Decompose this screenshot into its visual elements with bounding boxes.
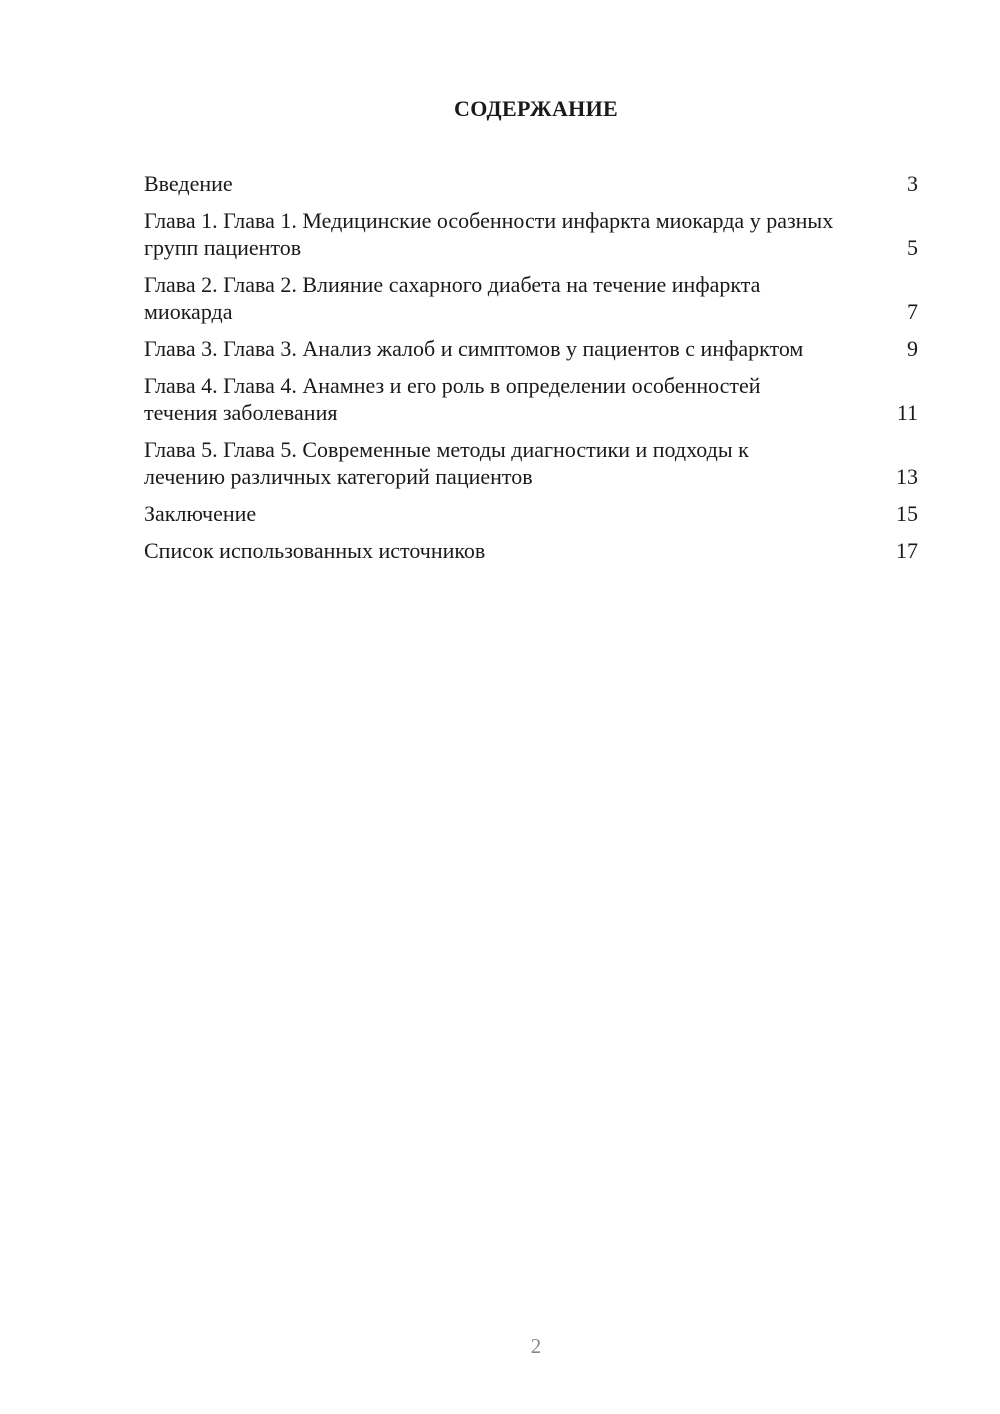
toc-entry-page: 13 bbox=[896, 464, 918, 489]
toc-entry-page: 11 bbox=[896, 400, 918, 425]
toc-entry-chapter-5[interactable] bbox=[144, 436, 918, 490]
toc-entry-chapter-3[interactable] bbox=[144, 335, 918, 362]
toc-entry-chapter-1[interactable] bbox=[144, 207, 918, 261]
toc-entry-title: Введение bbox=[144, 171, 233, 196]
toc-entry-page: 3 bbox=[907, 171, 918, 196]
toc-entry-page: 9 bbox=[907, 336, 918, 361]
toc-entry-title: Глава 5. Глава 5. Современные методы диагностики и подходы к лечению различных категорий пациентов bbox=[144, 437, 749, 489]
toc-entry-conclusion[interactable] bbox=[144, 500, 918, 527]
toc-entry-page: 7 bbox=[907, 299, 918, 324]
toc-entry-title: Глава 2. Глава 2. Влияние сахарного диабета на течение инфаркта миокарда bbox=[144, 272, 761, 324]
toc-entry-page: 5 bbox=[907, 235, 918, 260]
toc-entry-title: Глава 4. Глава 4. Анамнез и его роль в определении особенностей течения заболевания bbox=[144, 373, 761, 425]
toc-entry-title: Список использованных источников bbox=[144, 538, 486, 563]
toc-entry-chapter-2[interactable] bbox=[144, 271, 918, 325]
toc-entry-title: Глава 1. Глава 1. Медицинские особенности инфаркта миокарда у разных групп пациентов bbox=[144, 208, 834, 260]
toc-entry-title: Глава 3. Глава 3. Анализ жалоб и симптомов у пациентов с инфарктом bbox=[144, 336, 804, 361]
toc-entry-page: 17 bbox=[896, 538, 918, 563]
table-of-contents bbox=[144, 170, 918, 574]
toc-entry-page: 15 bbox=[896, 501, 918, 526]
toc-entry-introduction[interactable] bbox=[144, 170, 918, 197]
toc-entry-chapter-4[interactable] bbox=[144, 372, 918, 426]
page-title: СОДЕРЖАНИЕ bbox=[454, 96, 618, 121]
page-number: 2 bbox=[530, 1334, 542, 1358]
toc-entry-references[interactable] bbox=[144, 537, 918, 564]
toc-entry-title: Заключение bbox=[144, 501, 257, 526]
